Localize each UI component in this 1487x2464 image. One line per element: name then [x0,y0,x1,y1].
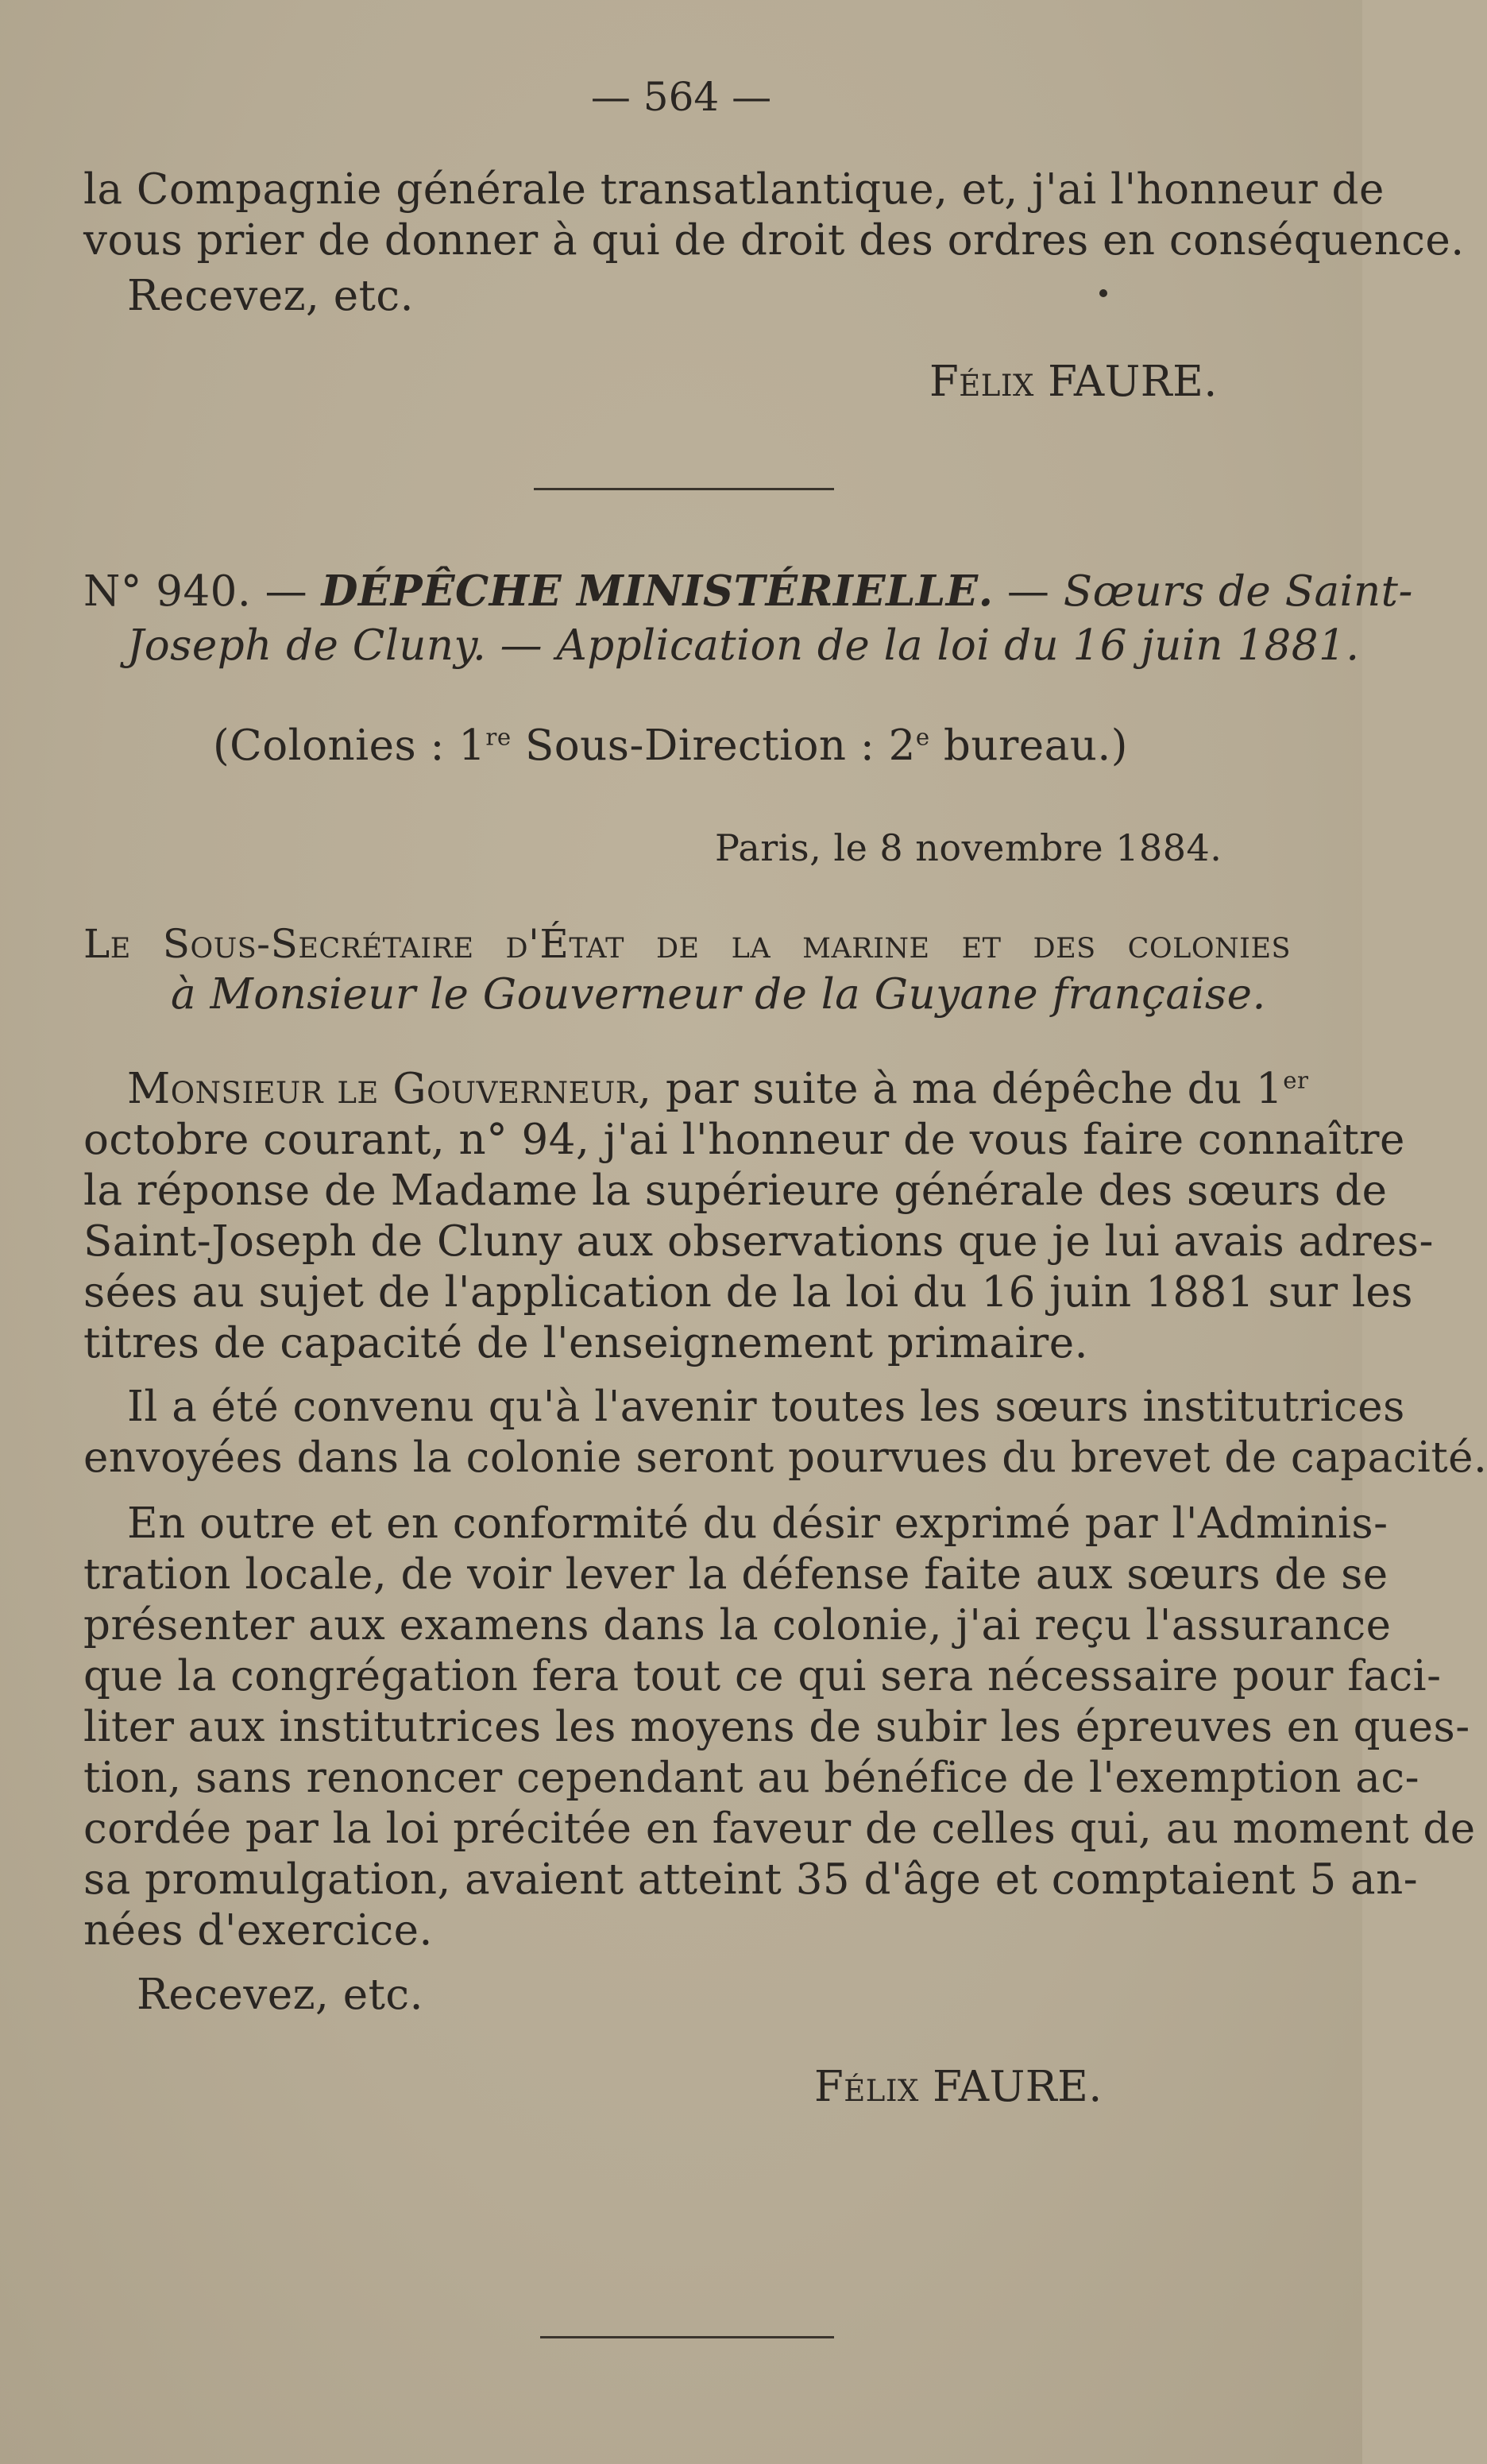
department-text: Sous-Direction : 2 [511,721,916,770]
ink-speck [1099,289,1107,297]
text-line: sées au sujet de l'application de la loi du 16 juin 1881 sur les [83,1268,1413,1317]
entry-title: DÉPÊCHE MINISTÉRIELLE. [321,567,994,616]
text-line: Il a été convenu qu'à l'avenir toutes les sœurs institutrices [127,1383,1405,1431]
text-line: octobre courant, n° 94, j'ai l'honneur de vous faire connaître [83,1116,1405,1164]
entry-separator: — [993,567,1064,616]
text-line: présenter aux examens dans la colonie, j'ai reçu l'assurance [83,1601,1392,1650]
text-line: Saint-Joseph de Cluny aux observations que je lui avais adres- [83,1217,1434,1266]
signature: Félix FAURE. [814,2063,1103,2111]
superscript: er [1283,1066,1309,1094]
sender: Le Sous-Secrétaire d'État de la marine et des colonies [83,921,1291,967]
place-date: Paris, le 8 novembre 1884. [715,826,1222,869]
text-line: que la congrégation fera tout ce qui sera nécessaire pour faci- [83,1652,1442,1700]
text-line: sa promulgation, avaient atteint 35 d'âge et comptaient 5 an- [83,1855,1419,1904]
text-line: tion, sans renoncer cependant au bénéfice de l'exemption ac- [83,1754,1419,1802]
text-line: envoyées dans la colonie seront pourvues du brevet de capacité. [83,1433,1487,1482]
text-line: cordée par la loi précitée en faveur de celles qui, au moment de [83,1804,1476,1853]
text-line: titres de capacité de l'enseignement primaire. [83,1319,1088,1367]
text-segment: par suite à ma dépêche du 1 [651,1065,1284,1113]
text-line: la réponse de Madame la supérieure générale des sœurs de [83,1166,1388,1215]
signature: Félix FAURE. [929,358,1218,406]
department-sup: re [485,723,512,751]
text-line [127,1065,1309,1114]
entry-heading [83,567,1413,617]
entry-subject-line: Joseph de Cluny. — Application de la loi du 16 juin 1881. [127,621,1360,670]
text-line: la Compagnie générale transatlantique, et, j'ai l'honneur de [83,165,1385,214]
entry-subject: Sœurs de Saint- [1063,567,1413,616]
page-number: — 564 — [590,74,772,120]
divider [540,2336,834,2338]
entry-number: N° 940. — [83,567,322,616]
text-line: nées d'exercice. [83,1906,433,1955]
closing: Recevez, etc. [127,272,414,320]
divider [534,488,834,490]
closing: Recevez, etc. [137,1971,423,2019]
department-text: bureau.) [929,721,1128,770]
text-line: En outre et en conformité du désir exprimé par l'Adminis- [127,1499,1389,1548]
salutation: Monsieur le Gouverneur, [127,1065,652,1113]
department-sup: e [915,723,930,751]
text-line: liter aux institutrices les moyens de subir les épreuves en ques- [83,1703,1470,1751]
recipient: à Monsieur le Gouverneur de la Guyane française. [171,970,1266,1019]
text-line: vous prier de donner à qui de droit des ordres en conséquence. [83,216,1465,265]
text-line: tration locale, de voir lever la défense faite aux sœurs de se [83,1550,1389,1599]
department [213,721,1128,771]
department-text: (Colonies : 1 [213,721,486,770]
